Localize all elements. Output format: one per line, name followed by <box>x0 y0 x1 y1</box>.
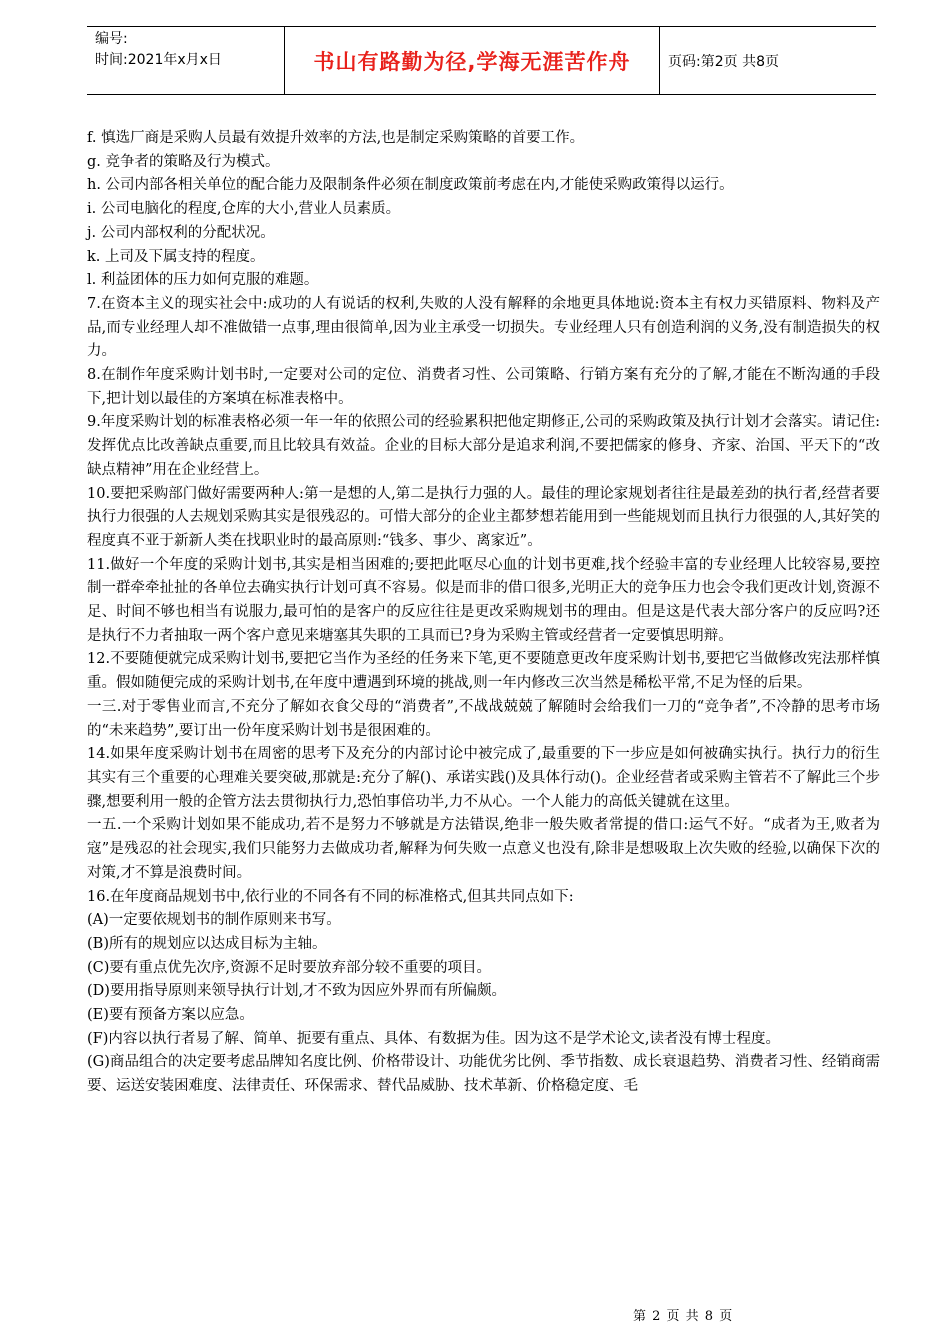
list-item: (E)要有预备方案以应急。 <box>87 1007 254 1024</box>
paragraph: l. 利益团体的压力如何克服的难题。 <box>87 272 319 289</box>
document-time-label: 时间:2021年x月x日 <box>95 52 222 68</box>
paragraph: j. 公司内部权利的分配状况。 <box>87 224 275 241</box>
paragraph: 8.在制作年度采购计划书时,一定要对公司的定位、消费者习性、公司策略、行销方案有充分的了解,才能在不断沟通的手段下,把计划以最佳的方案填在标准表格中。 <box>87 367 880 407</box>
paragraph: 一五.一个采购计划如果不能成功,若不是努力不够就是方法错误,绝非一般失败者常提的借口:运气不好。“成者为王,败者为寇”是残忍的社会现实,我们只能努力去做成功者,解释为何失败一点意义也没有,除非是想吸取上次失败的经验,以确保下次的对策,才不算是浪费时间。 <box>87 817 880 881</box>
paragraph: i. 公司电脑化的程度,仓库的大小,营业人员素质。 <box>87 201 401 218</box>
paragraph: 14.如果年度采购计划书在周密的思考下及充分的内部讨论中被完成了,最重要的下一步应是如何被确实执行。执行力的衍生其实有三个重要的心理难关要突破,那就是:充分了解()、承诺实践()及具体行动()。企业经营者或采购主管若不了解此三个步骤,想要利用一般的企管方法去贯彻执行力,恐怕事倍功半,力不从心。一个人能力的高低关键就在这里。 <box>87 746 880 810</box>
list-item: (G)商品组合的决定要考虑品牌知名度比例、价格带设计、功能优劣比例、季节指数、成长衰退趋势、消费者习性、经销商需要、运送安装困难度、法律责任、环保需求、替代品威胁、技术革新、价格稳定度、毛 <box>87 1054 880 1095</box>
paragraph: 一三.对于零售业而言,不充分了解如衣食父母的“消费者”,不战战兢兢了解随时会给我们一刀的“竞争者”,不冷静的思考市场的“未来趋势”,要订出一份年度采购计划书是很困难的。 <box>87 698 880 739</box>
document-body <box>87 127 880 1099</box>
list-item: (C)要有重点优先次序,资源不足时要放弃部分较不重要的项目。 <box>87 959 492 976</box>
header-motto: 书山有路勤为径,学海无涯苦作舟 <box>284 27 660 94</box>
page-footer: 第 2 页 共 8 页 <box>633 1309 734 1324</box>
paragraph: 7.在资本主义的现实社会中:成功的人有说话的权利,失败的人没有解释的余地更具体地说:资本主有权力买错原料、物料及产品,而专业经理人却不准做错一点事,理由很简单,因为业主承受一切损失。专业经理人只有创造利润的义务,没有制造损失的权力。 <box>87 295 880 360</box>
paragraph: 9.年度采购计划的标准表格必须一年一年的依照公司的经验累积把他定期修正,公司的采购政策及执行计划才会落实。请记住:发挥优点比改善缺点重要,而且比较具有效益。企业的目标大部分是追求利润,不要把儒家的修身、齐家、治国、平天下的“改缺点精神”用在企业经营上。 <box>87 414 880 478</box>
header-left-cell <box>87 27 284 94</box>
paragraph: f. 慎选厂商是采购人员最有效提升效率的方法,也是制定采购策略的首要工作。 <box>87 130 585 146</box>
document-number-label: 编号: <box>95 31 128 47</box>
header-page-info: 页码:第2页 共8页 <box>668 53 779 70</box>
paragraph: k. 上司及下属支持的程度。 <box>87 248 265 265</box>
page-header <box>87 26 876 95</box>
paragraph: g. 竞争者的策略及行为模式。 <box>87 153 280 170</box>
list-item: (D)要用指导原则来领导执行计划,才不致为因应外界而有所偏颇。 <box>87 983 507 1000</box>
list-item: (A)一定要依规划书的制作原则来书写。 <box>87 912 341 929</box>
paragraph: 11.做好一个年度的采购计划书,其实是相当困难的;要把此呕尽心血的计划书更难,找个经验丰富的专业经理人比较容易,要控制一群牵牵扯扯的各单位去确实执行计划可真不容易。似是而非的借口很多,光明正大的竞争压力也会令我们更改计划,资源不足、时间不够也相当有说服力,最可怕的是客户的反应往往是更改采购规划书的理由。但是这是代表大部分客户的反应吗?还是执行不力者抽取一两个客户意见来塘塞其失职的工具而已?身为采购主管或经营者一定要慎思明辩。 <box>87 556 880 644</box>
paragraph: h. 公司内部各相关单位的配合能力及限制条件必须在制度政策前考虑在内,才能使采购政策得以运行。 <box>87 177 734 194</box>
paragraph: 12.不要随便就完成采购计划书,要把它当作为圣经的任务来下笔,更不要随意更改年度采购计划书,要把它当做修改宪法那样慎重。假如随便完成的采购计划书,在年度中遭遇到环境的挑战,则一年内修改三次当然是稀松平常,不足为怪的后果。 <box>87 651 880 692</box>
paragraph: 16.在年度商品规划书中,依行业的不同各有不同的标准格式,但其共同点如下: <box>87 888 574 905</box>
list-item: (F)内容以执行者易了解、简单、扼要有重点、具体、有数据为佳。因为这不是学术论文,读者没有博士程度。 <box>87 1030 780 1047</box>
list-item: (B)所有的规划应以达成目标为主轴。 <box>87 935 327 952</box>
paragraph: 10.要把采购部门做好需要两种人:第一是想的人,第二是执行力强的人。最佳的理论家规划者往往是最差劲的执行者,经营者要执行力很强的人去规划采购其实是很残忍的。可惜大部分的企业主都梦想若能用到一些能规划而且执行力很强的人,其好笑的程度真不亚于新新人类在找职业时的最高原则:“钱多、事少、离家近”。 <box>87 485 880 549</box>
